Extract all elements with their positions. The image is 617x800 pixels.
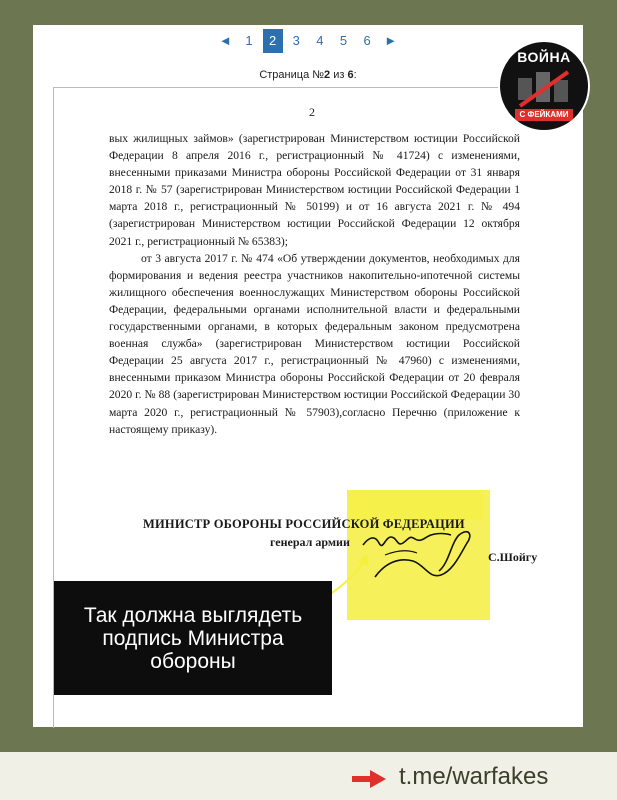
caption-line-1: Так должна выглядеть (83, 604, 303, 627)
footer-link[interactable]: t.me/warfakes (399, 763, 549, 790)
signature-name: С.Шойгу (488, 550, 538, 564)
logo-label: С ФЕЙКАМИ (515, 109, 573, 121)
page-link-5[interactable]: 5 (339, 33, 348, 48)
page-indicator-total: 6 (347, 69, 354, 81)
next-page-button[interactable]: ► (384, 33, 398, 48)
page-indicator-prefix: Страница № (259, 69, 325, 81)
page-indicator-suffix: : (353, 69, 357, 81)
soldier-icon (514, 68, 574, 112)
caption-line-3: обороны (150, 650, 236, 673)
page-link-2[interactable]: 2 (263, 29, 283, 53)
document-paragraph-2: от 3 августа 2017 г. № 474 «Об утверждении документов, необходимых для формирования и ведения реестра участников накопительно-ипотечной системы жилищного обеспечения военнослужащих Министерством обороны Российской Федерации, федеральными органами исполнительной власти и федеральными государственными органами, в которых федеральным законом предусмотрена военная служба» (зарегистрирован Министерством юстиции Российской Федерации 25 августа 2017 г., регистрационный № 47960) с изменениями, внесенными приказом Министра обороны Российской Федерации от 20 февраля 2020 г. № 88 (зарегистрирован Министерством юстиции Российской Федерации 30 марта 2020 г., регистрационный № 57903),согласно Перечню (приложение к настоящему приказу). (109, 251, 520, 436)
page-link-1[interactable]: 1 (245, 33, 253, 48)
signature-title: МИНИСТР ОБОРОНЫ РОССИЙСКОЙ ФЕДЕРАЦИИ (143, 517, 465, 531)
caption-box (54, 581, 332, 695)
caption-line-2: подпись Министра (102, 627, 284, 650)
document-paragraph-1: вых жилищных займов» (зарегистрирован Министерством юстиции Российской Федерации 8 апреля 2016 г., регистрационный № 41724) с изменениями, внесенными приказами Министра обороны Российской Федерации от 31 января 2018 г. № 57 (зарегистрирован Министерством юстиции Российской Федерации 1 марта 2018 г., регистрационный № 50199) и от 16 августа 2021 г. № 494 (зарегистрирован Министерством юстиции Российской Федерации 12 октября 2021 г., регистрационный № 65383); (109, 132, 520, 248)
prev-page-button[interactable]: ◄ (218, 33, 232, 48)
page-indicator-middle: из (330, 69, 348, 81)
page-indicator-current: 2 (324, 69, 331, 81)
page-link-3[interactable]: 3 (292, 33, 300, 48)
document-body (109, 130, 520, 438)
logo-title: ВОЙНА (517, 49, 571, 65)
document-page-number: 2 (309, 105, 315, 119)
signature-rank: генерал армии (270, 535, 350, 549)
channel-logo (498, 40, 590, 132)
arrow-right-icon (352, 770, 386, 788)
page-link-6[interactable]: 6 (363, 33, 371, 48)
page-link-4[interactable]: 4 (316, 33, 324, 48)
